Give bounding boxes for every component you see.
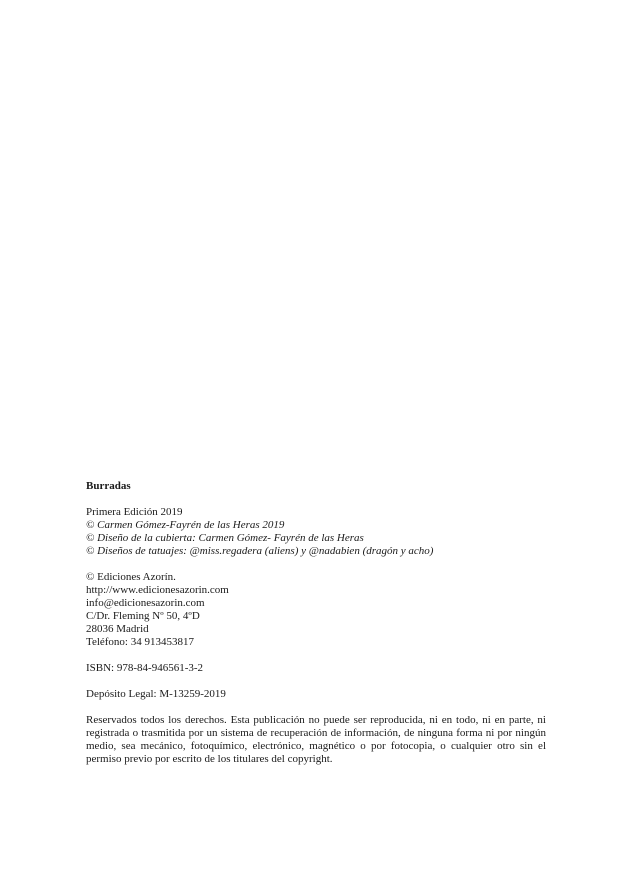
publisher-phone: Teléfono: 34 913453817: [86, 636, 194, 648]
first-edition: Primera Edición 2019: [86, 506, 183, 518]
legal-deposit: Depósito Legal: M-13259-2019: [86, 688, 226, 700]
isbn-block: [86, 662, 546, 675]
colophon: [86, 480, 546, 766]
isbn: ISBN: 978-84-946561-3-2: [86, 662, 204, 674]
legal-deposit-block: [86, 688, 546, 701]
book-title: Burradas: [86, 480, 131, 492]
edition-credits: [86, 506, 546, 558]
author-copyright: © Carmen Gómez-Fayrén de las Heras 2019: [86, 519, 285, 531]
publisher-name: © Ediciones Azorín.: [86, 571, 176, 583]
publisher-city: 28036 Madrid: [86, 623, 149, 635]
tattoo-design-credit: © Diseños de tatuajes: @miss.regadera (aliens) y @nadabien (dragón y acho): [86, 545, 434, 557]
publisher-address: C/Dr. Fleming Nº 50, 4ºD: [86, 610, 200, 622]
rights-notice: Reservados todos los derechos. Esta publicación no puede ser reproducida, ni en todo, ni en parte, ni registrada o trasmitida por un sistema de recuperación de información, de ninguna forma ni por ningún medio, sea mecánico, fotoquímico, electrónico, magnético o por fotocopia, o cualquier otro sin el permiso previo por escrito de los titulares del copyright.: [86, 714, 546, 765]
publisher-info: [86, 571, 546, 649]
publisher-website: http://www.edicionesazorin.com: [86, 584, 229, 596]
cover-design-credit: © Diseño de la cubierta: Carmen Gómez- Fayrén de las Heras: [86, 532, 364, 544]
publisher-email: info@edicionesazorin.com: [86, 597, 205, 609]
